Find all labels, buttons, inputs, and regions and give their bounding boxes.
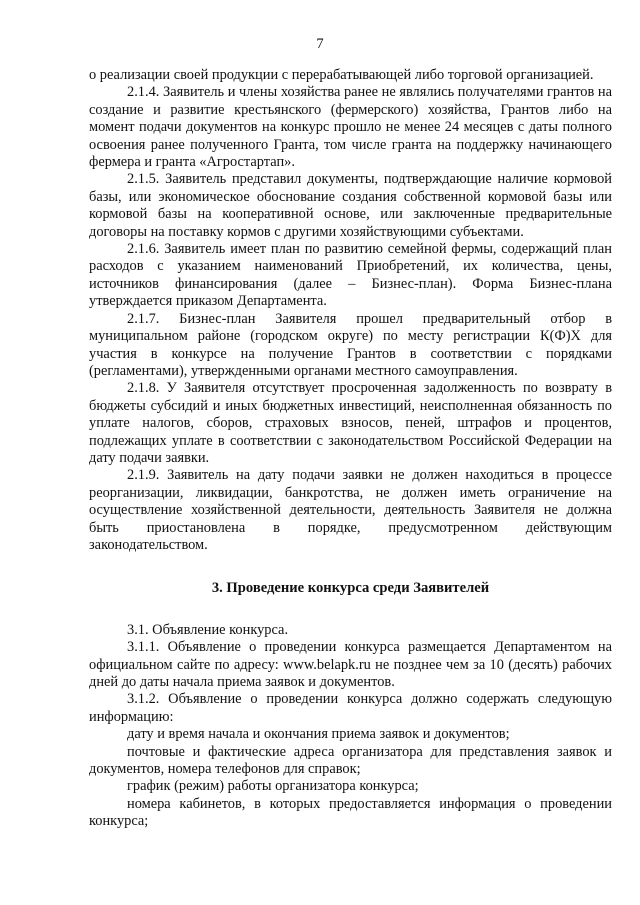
section-heading: 3. Проведение конкурса среди Заявителей: [211, 580, 490, 597]
paragraph: о реализации своей продукции с перерабатывающей либо торговой организацией.: [89, 67, 594, 83]
paragraphs-top: [89, 67, 612, 554]
paragraph: 2.1.4. Заявитель и члены хозяйства ранее не являлись получателями грантов на создание и развитие крестьянского (фермерского) хозяйства, Грантов либо на момент подачи документов на конкурс прошло не менее 24 месяцев с даты полного освоения ранее полученного Гранта, том числе гранта на поддержку начинающего фермера и гранта «Агростартап».: [89, 84, 612, 171]
paragraph: 2.1.7. Бизнес-план Заявителя прошел предварительный отбор в муниципальном районе (городском округе) по месту регистрации К(Ф)Х для участия в конкурсе на получение Грантов в соответствии с порядками (регламентами), утвержденными органами местного самоуправления.: [89, 310, 612, 379]
paragraph: дату и время начала и окончания приема заявок и документов;: [127, 726, 510, 743]
paragraph: 2.1.6. Заявитель имеет план по развитию семейной фермы, содержащий план расходов с указанием наименований Приобретений, их количества, цены, источников финансирования (далее – Бизнес-план). Форма Бизнес-плана утверждается приказом Департамента.: [89, 241, 612, 310]
paragraph: 2.1.9. Заявитель на дату подачи заявки не должен находиться в процессе реорганизации, ликвидации, банкротства, не должен иметь ограничение на осуществление хозяйственной деятельности, деятельность Заявителя не должна быть приостановлена в порядке, предусмотренном действующим законодательством.: [89, 467, 612, 553]
document-body: [89, 67, 612, 831]
paragraph: 2.1.5. Заявитель представил документы, подтверждающие наличие кормовой базы, или экономическое обоснование создания собственной кормовой базы или кормовой базы на кооперативной основе, или заключенные предварительные договоры на поставку кормов с другими хозяйствующими субъектами.: [89, 171, 612, 240]
paragraph: 3.1. Объявление конкурса.: [127, 621, 289, 638]
paragraphs-bottom: [89, 622, 612, 831]
paragraph: 2.1.8. У Заявителя отсутствует просроченная задолженность по возврату в бюджеты субсидий и иных бюджетных инвестиций, неисполненная обязанность по уплате налогов, сборов, страховых взносов, пеней, штрафов и процентов, подлежащих уплате в соответствии с законодательством Российской Федерации на дату подачи заявки.: [89, 380, 612, 466]
paragraph: график (режим) работы организатора конкурса;: [127, 778, 419, 795]
page-number: 7: [316, 36, 324, 52]
paragraph: почтовые и фактические адреса организатора для представления заявок и документов, номера телефонов для справок;: [89, 743, 612, 778]
paragraph: 3.1.2. Объявление о проведении конкурса должно содержать следующую информацию:: [89, 691, 612, 725]
paragraph: 3.1.1. Объявление о проведении конкурса размещается Департаментом на официальном сайте по адресу: www.belapk.ru не позднее чем за 10 (десять) рабочих дней до даты начала приема заявок и документов.: [89, 639, 612, 690]
paragraph: номера кабинетов, в которых предоставляется информация о проведении конкурса;: [89, 795, 612, 830]
